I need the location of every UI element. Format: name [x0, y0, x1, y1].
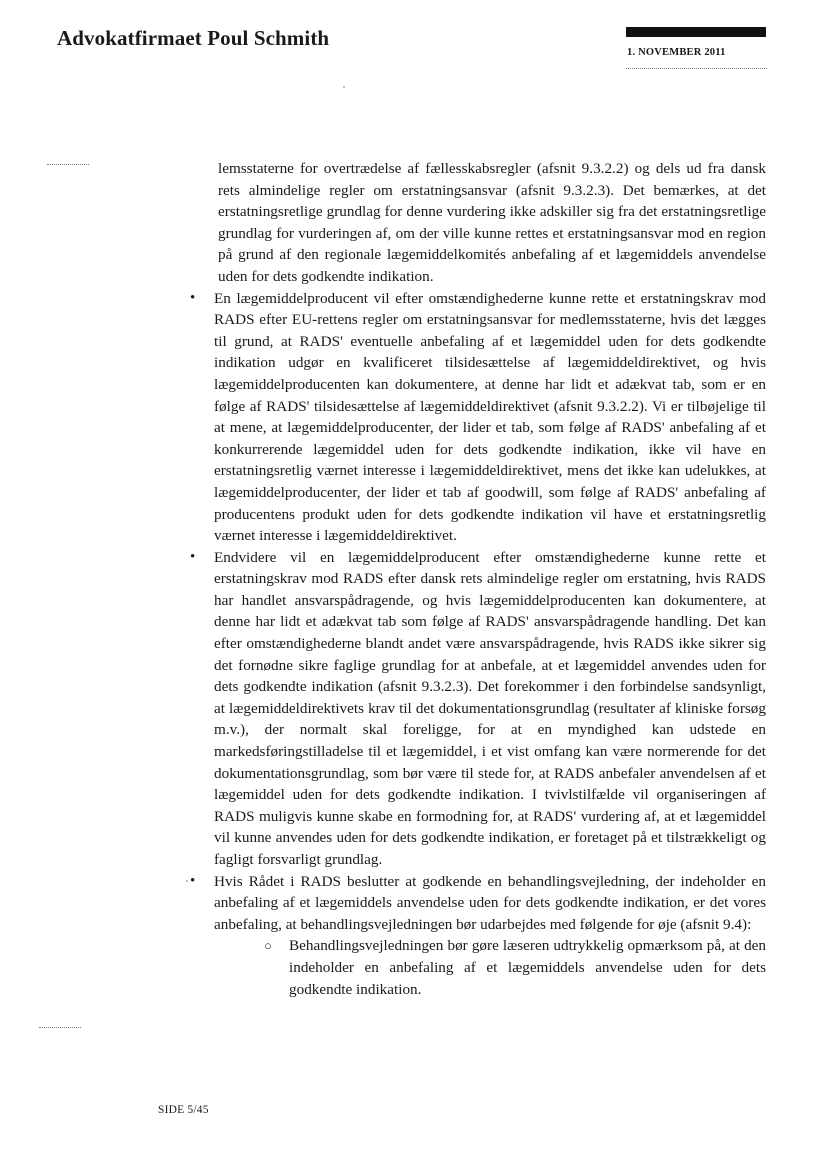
margin-mark-bottom [39, 1027, 81, 1028]
document-date: 1. NOVEMBER 2011 [627, 47, 726, 58]
page-number: SIDE 5/45 [158, 1104, 209, 1116]
list-item [188, 288, 766, 547]
list-item [188, 871, 766, 1001]
continuation-paragraph: lemsstaterne for overtrædelse af fællesskabsregler (afsnit 9.3.2.2) og dels ud fra dansk rets almindelige regler om erstatningsansvar (afsnit 9.3.2.3). Det bemærkes, at det erstatningsretlige grundlag for denne vurdering ikke adskiller sig fra det erstatningsretlige grundlag for vurderingen af, om der ville kunne rettes et erstatningsansvar mod en region på grund af den regionale lægemiddelkomités anbefaling af et lægemiddels anvendelse uden for dets godkendte indikation. [218, 160, 766, 285]
bullet-list [188, 288, 766, 1001]
sub-list-item [264, 935, 766, 1000]
bullet-icon: • [190, 548, 196, 565]
bullet-text: Hvis Rådet i RADS beslutter at godkende en behandlingsvejledning, der indeholder en anbefaling af et lægemiddels anvendelse uden for dets godkendte indikation, er det vores anbefaling, at behandlingsvejledningen bør udarbejdes med følgende for øje (afsnit 9.4): [214, 872, 766, 933]
scan-speck [186, 880, 188, 882]
bullet-text: En lægemiddelproducent vil efter omstændighederne kunne rette et erstatningskrav mod RADS efter EU-rettens regler om erstatningsansvar for medlemsstaterne, hvis det lægges til grund, at RADS' eventuelle anbefaling af et lægemiddel uden for dets godkendte indikation udgør en kvalificeret tilsidesættelse af lægemiddeldirektivet, og hvis lægemiddelproducenten kan dokumentere, at denne har lidt et adækvat tab, som er en følge af RADS' tilsidesættelse af lægemiddeldirektivet (afsnit 9.3.2.2). Vi er tilbøjelige til at mene, at lægemiddelproducenter, der lider et tab, som følge af RADS' anbefaling af et konkurrerende lægemiddel uden for dets godkendte indikation, ikke vil have en erstatningsretlig værnet interesse i lægemiddeldirektivet, mens det ikke kan udelukkes, at lægemiddelproducenter, der lider et tab af goodwill, som følge af RADS' anbefaling af producentens produkt uden for dets godkendte indikation vil have et erstatningsretlig værnet interesse i lægemiddeldirektivet. [214, 289, 766, 545]
bullet-text: Endvidere vil en lægemiddelproducent efter omstændighederne kunne rette et erstatningskrav mod RADS efter dansk rets almindelige regler om erstatning, hvis RADS har handlet ansvarspådragende, og hvis lægemiddelproducenten kan dokumentere, at denne har lidt et adækvat tab som følge af RADS' ansvarspådragende handling. Det kan efter omstændighederne blandt andet være ansvarspådragende, hvis RADS ikke sikrer sig det fornødne sikre faglige grundlag for at anbefale, at et lægemiddel anvendes uden for dets godkendte indikation (afsnit 9.3.2.3). Det forekommer i den forbindelse sandsynligt, at lægemiddeldirektivets krav til det dokumentationsgrundlag (resultater af kliniske forsøg m.v.), der normalt skal foreligge, for at en myndighed kan udstede en markedsføringstilladelse til et lægemiddel, i et vist omfang kan være normerende for det dokumentationsgrundlag, som bør være til stede for, at RADS anbefaler anvendelsen af et lægemiddel uden for dets godkendte indikation. I tvivlstilfælde vil organiseringen af RADS muligvis kunne skabe en formodning for, at RADS' vurdering af, at et lægemiddel vil kunne anvendes uden for dets godkendte indikation, er foretaget på et tilstrækkeligt og fagligt forsvarligt grundlag. [214, 548, 766, 868]
scan-speck [343, 86, 345, 88]
firm-name: Advokatfirmaet Poul Schmith [57, 26, 330, 50]
sub-bullet-text: Behandlingsvejledningen bør gøre læseren udtrykkelig opmærksom på, at den indeholder en anbefaling af et lægemiddels anvendelse uden for dets godkendte indikation. [289, 937, 766, 998]
date-underline [626, 68, 767, 69]
margin-mark-top [47, 164, 89, 165]
document-body [188, 158, 766, 1000]
sub-bullet-list [214, 935, 766, 1000]
list-item [188, 547, 766, 871]
bullet-icon: • [190, 289, 196, 306]
circle-bullet-icon: ○ [264, 938, 272, 954]
header-bar [626, 27, 766, 37]
bullet-icon: • [190, 872, 196, 889]
